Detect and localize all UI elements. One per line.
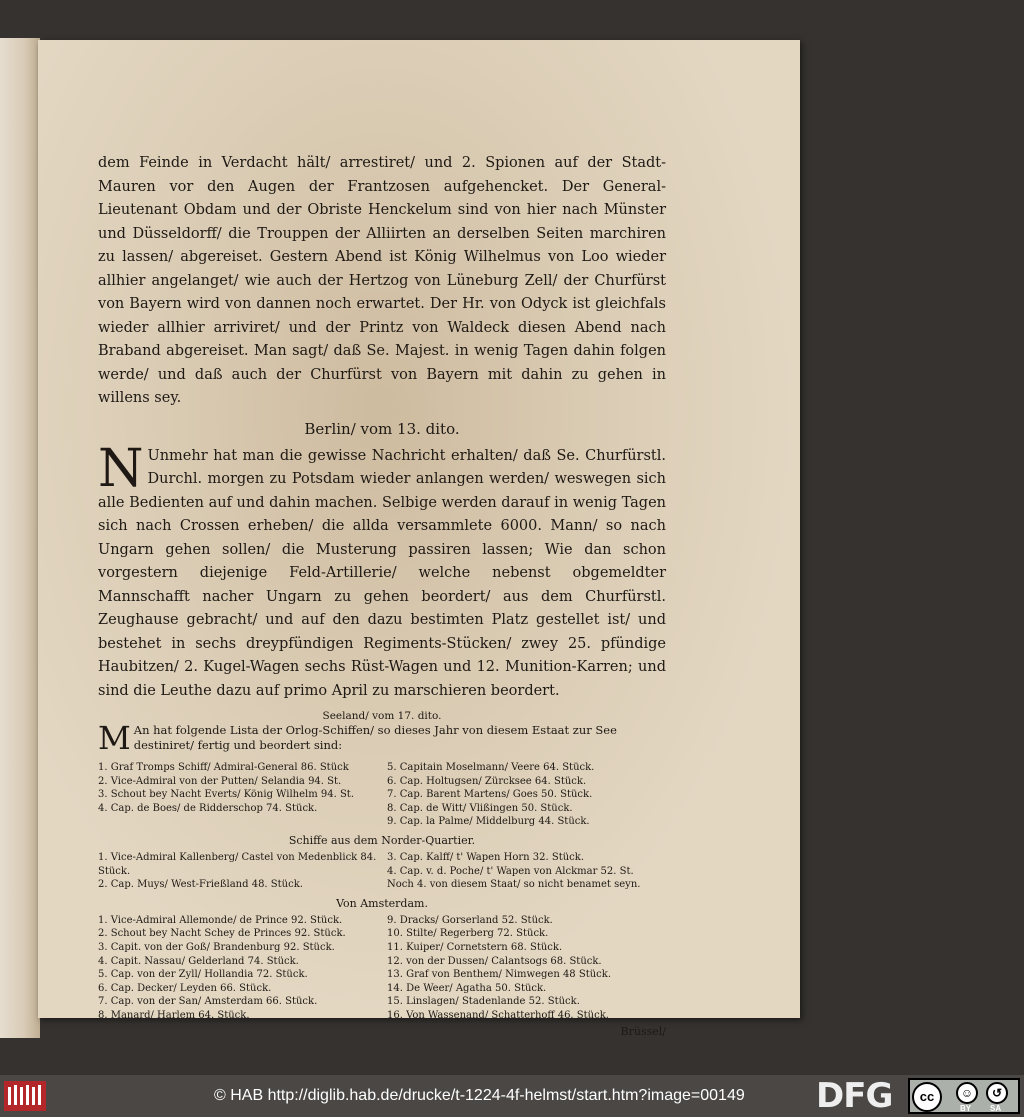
list-item: 4. Cap. de Boes/ de Ridderschop 74. Stück. [98, 802, 318, 814]
fleet-list-right [387, 761, 666, 829]
list-item: 5. Capitain Moselmann/ Veere 64. Stück. [387, 762, 595, 773]
list-item: 3. Capit. von der Goß/ Brandenburg 92. Stück. [98, 941, 335, 953]
sa-label: SA [990, 1104, 1002, 1113]
dropcap-m: M [98, 719, 131, 757]
list-item: 1. Vice-Admiral Allemonde/ de Prince 92. Stück. [98, 914, 343, 926]
fleet-list-amsterdam [98, 914, 666, 1023]
list-item: 7. Cap. von der San/ Amsterdam 66. Stück. [98, 996, 318, 1008]
paragraph-3 [98, 719, 666, 757]
fleet-list-left [98, 914, 377, 1023]
fleet-list-right [387, 914, 666, 1023]
catchword: Brüssel/ [620, 1024, 666, 1038]
list-item: Noch 4. von diesem Staat/ so nicht benamet seyn. [387, 879, 641, 891]
paragraph-1: dem Feinde in Verdacht hält/ arrestiret/ und 2. Spionen auf der Stadt-Mauren vor den Augen der Frantzosen aufgehencket. Der General-Lieutenant Obdam und der Obriste Henckelum sind von hier nach Münster und Düsseldorff/ die Trouppen der Alliirten an derselben Seiten marchiren zu lassen/ abgereiset. Gestern Abend ist König Wilhelmus von Loo wieder allhier angelanget/ wie auch der Hertzog von Lüneburg Zell/ der Churfürst von Bayern wird von dannen noch erwartet. Der Hr. von Odyck ist gleichfals wieder allhier arriviret/ und der Printz von Waldeck diesen Abend nach Braband abgereiset. Man sagt/ daß Se. Majest. in wenig Tagen dahin folgen werde/ und daß auch der Churfürst von Bayern mit dahin zu gehen in willens sey. [98, 155, 666, 406]
dropcap-n: N [98, 438, 144, 499]
source-link[interactable]: © HAB http://diglib.hab.de/drucke/t-1224-4f-helmst/start.htm?image=00149 [214, 1087, 745, 1104]
list-item: 6. Cap. Holtugsen/ Zürcksee 64. Stück. [387, 775, 587, 787]
list-item: 7. Cap. Barent Martens/ Goes 50. Stück. [387, 789, 593, 801]
list-item: 2. Schout bey Nacht Schey de Princes 92. Stück. [98, 928, 346, 940]
list-item: 1. Graf Tromps Schiff/ Admiral-General 86. Stück [98, 762, 349, 773]
share-alike-icon: ↺ [986, 1082, 1008, 1104]
list-item: 1. Vice-Admiral Kallenberg/ Castel von Medenblick 84. Stück. [98, 851, 377, 877]
heading-berlin: Berlin/ vom 13. dito. [304, 419, 460, 438]
left-page-edge [0, 38, 40, 1038]
list-item: 14. De Weer/ Agatha 50. Stück. [387, 982, 547, 994]
list-item: 8. Cap. de Witt/ Vlißingen 50. Stück. [387, 802, 573, 814]
paragraph-2 [98, 438, 666, 704]
heading-amsterdam: Von Amsterdam. [336, 896, 428, 910]
list-item: 2. Cap. Muys/ West-Frießland 48. Stück. [98, 879, 303, 891]
paragraph-3-text: An hat folgende Lista der Orlog-Schiffen/ so dieses Jahr von diesem Estaat zur See destiniret/ fertig und beordert sind: [133, 723, 617, 752]
list-item: 13. Graf von Benthem/ Nimwegen 48 Stück. [387, 969, 611, 981]
fleet-list-norder [98, 851, 666, 892]
list-item: 6. Cap. Decker/ Leyden 66. Stück. [98, 982, 272, 994]
fleet-list-left [98, 761, 377, 829]
by-label: BY [960, 1104, 972, 1113]
list-item: 9. Cap. la Palme/ Middelburg 44. Stück. [387, 816, 590, 828]
page-text [98, 152, 666, 1039]
list-item: 15. Linslagen/ Stadenlande 52. Stück. [387, 996, 580, 1008]
list-item: 3. Cap. Kalff/ t' Wapen Horn 32. Stück. [387, 851, 585, 863]
attribution-person-icon: ☺ [956, 1082, 978, 1104]
cc-icon: cc [912, 1082, 942, 1112]
footer-bar [0, 1075, 1024, 1117]
scanned-page [38, 40, 800, 1038]
list-item: 10. Stilte/ Regerberg 72. Stück. [387, 928, 549, 940]
cc-license-badge[interactable] [908, 1078, 1020, 1114]
list-item: 5. Cap. von der Zyll/ Hollandia 72. Stück. [98, 969, 308, 981]
list-item: 11. Kuiper/ Cornetstern 68. Stück. [387, 941, 563, 953]
heading-norder: Schiffe aus dem Norder-Quartier. [288, 833, 476, 847]
list-item: 9. Dracks/ Gorserland 52. Stück. [387, 914, 553, 926]
fleet-list-right [387, 851, 666, 892]
list-item: 8. Manard/ Harlem 64. Stück. [98, 1009, 250, 1021]
list-item: 4. Cap. v. d. Poche/ t' Wapen von Alckmar 52. St. [387, 865, 634, 877]
paragraph-2-text: Unmehr hat man die gewisse Nachricht erhalten/ daß Se. Churfürstl. Durchl. morgen zu Potsdam wieder anlangen werden/ weswegen sich alle Bedienten auf und dahin machen. Selbige werden darauf in wenig Tagen sich nach Crossen erheben/ die allda versammlete 6000. Mann/ so nach Ungarn gehen sollen/ die Musterung passiren lassen; Wie dan schon vorgestern diejenige Feld-Artillerie/ welche nebenst obgemeldter Mannschafft nacher Ungarn zu gehen beordert/ aus dem Churfürstl. Zeughause gebracht/ und auf den dazu bestimten Platz gestellet ist/ und bestehet in sechs dreypfündigen Regiments-Stücken/ zwey 25. pfündige Haubitzen/ 2. Kugel-Wagen sechs Rüst-Wagen und 12. Munition-Karren; und sind die Leuthe dazu auf primo April zu marschieren beordert. [98, 447, 666, 699]
list-item: 16. Von Wassenand/ Schatterhoff 46. Stück. [387, 1009, 609, 1021]
list-item: 3. Schout bey Nacht Everts/ König Wilhelm 94. St. [98, 789, 355, 801]
heading-seeland: Seeland/ vom 17. dito. [322, 710, 442, 722]
list-item: 4. Capit. Nassau/ Gelderland 74. Stück. [98, 955, 299, 967]
list-item: 2. Vice-Admiral von der Putten/ Selandia 94. St. [98, 775, 342, 787]
fleet-list-seeland [98, 761, 666, 829]
fleet-list-left [98, 851, 377, 892]
dfg-logo: DFG [816, 1076, 893, 1116]
library-logo-icon [4, 1081, 46, 1111]
list-item: 12. von der Dussen/ Calantsogs 68. Stück. [387, 955, 602, 967]
